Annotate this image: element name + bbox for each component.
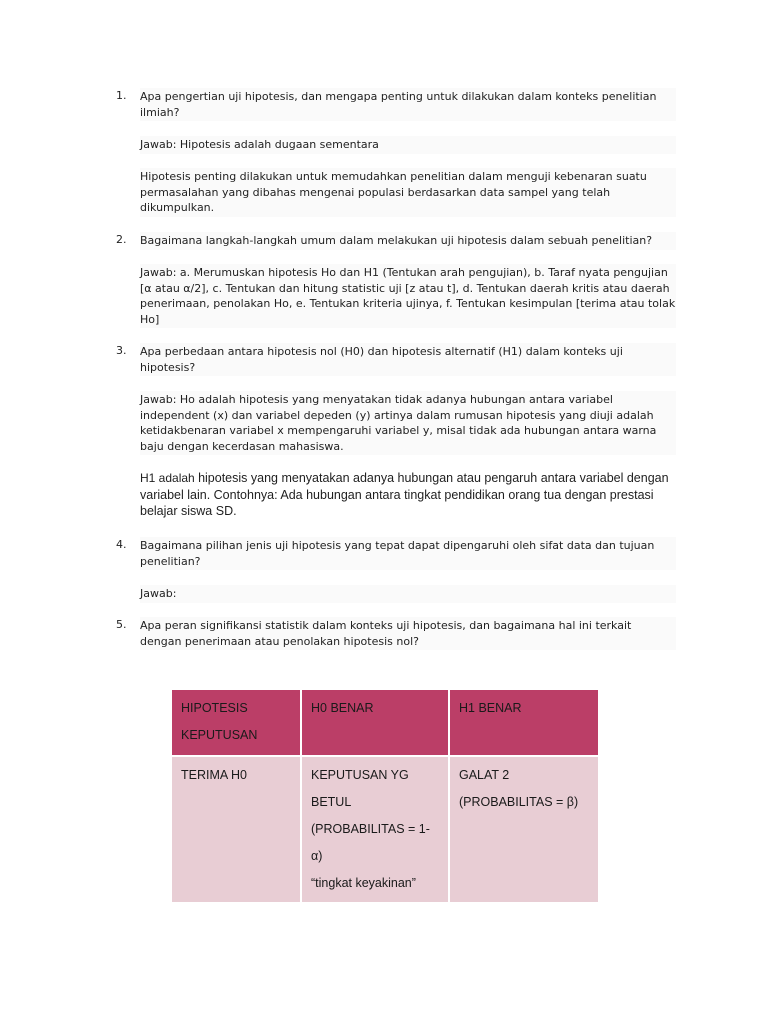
question-number: 3.: [116, 344, 127, 357]
answer-4: Jawab:: [140, 585, 676, 603]
cell-text: KEPUTUSAN YG BETUL: [311, 768, 409, 809]
answer-2: Jawab: a. Merumuskan hipotesis Ho dan H1 (Tentukan arah pengujian), b. Taraf nyata pengujian [α atau α/2], c. Tentukan dan hitung statistic uji [z atau t], d. Tentukan daerah kritis atau daerah penerimaan, penolakan Ho, e. Tentukan kriteria ujinya, f. Tentukan kesimpulan [terima atau tolak Ho]: [140, 264, 676, 328]
table-header-cell: [302, 690, 448, 755]
table-cell: [172, 757, 300, 902]
cell-text: (PROBABILITAS = β): [459, 795, 579, 809]
table-cell: [450, 757, 598, 902]
answer-1a: Jawab: Hipotesis adalah dugaan sementara: [140, 136, 676, 154]
question-1: [116, 88, 676, 121]
question-3: [116, 343, 676, 376]
question-text: Bagaimana pilihan jenis uji hipotesis yang tepat dapat dipengaruhi oleh sifat data dan tujuan penelitian?: [140, 537, 676, 570]
header-label: H1 BENAR: [459, 701, 522, 715]
table-header-row: [172, 690, 598, 755]
cell-text: (PROBABILITAS = 1-α): [311, 822, 430, 863]
cell-text: “tingkat keyakinan”: [311, 876, 416, 890]
table-header-cell: [172, 690, 300, 755]
h1-definition: hipotesis yang menyatakan adanya hubungan atau pengaruh antara variabel dengan variabel lain. Contohnya: Ada hubungan antara tingkat pendidikan orang tua dengan prestasi belajar siswa SD.: [140, 471, 669, 518]
question-number: 5.: [116, 618, 127, 631]
answer-3: Jawab: Ho adalah hipotesis yang menyatakan tidak adanya hubungan antara variabel independent (x) dan variabel depeden (y) artinya dalam rumusan hipotesis yang diuji adalah ketidakbenaran variabel x mempengaruhi variabel y, misal tidak ada hubungan antara warna baju dengan kecerdasan mahasiswa.: [140, 391, 676, 455]
table-header-cell: [450, 690, 598, 755]
cell-text: TERIMA H0: [181, 768, 247, 782]
question-text: Apa pengertian uji hipotesis, dan mengapa penting untuk dilakukan dalam konteks penelitian ilmiah?: [140, 88, 676, 121]
table-row: [172, 757, 598, 902]
answer-1b: Hipotesis penting dilakukan untuk memudahkan penelitian dalam menguji kebenaran suatu permasalahan yang dibahas mengenai populasi berdasarkan data sampel yang telah dikumpulkan.: [140, 168, 676, 217]
question-text: Bagaimana langkah-langkah umum dalam melakukan uji hipotesis dalam sebuah penelitian?: [140, 232, 676, 250]
answer-3-h1: [140, 469, 676, 521]
question-4: [116, 537, 676, 570]
table-cell: [302, 757, 448, 902]
header-label: HIPOTESIS: [181, 701, 248, 715]
cell-text: GALAT 2: [459, 768, 510, 782]
h1-prefix: H1 adalah: [140, 471, 195, 485]
question-number: 1.: [116, 89, 127, 102]
question-number: 2.: [116, 233, 127, 246]
question-text: Apa peran signifikansi statistik dalam konteks uji hipotesis, dan bagaimana hal ini terkait dengan penerimaan atau penolakan hipotesis nol?: [140, 617, 676, 650]
header-label: H0 BENAR: [311, 701, 374, 715]
question-text: Apa perbedaan antara hipotesis nol (H0) dan hipotesis alternatif (H1) dalam konteks uji hipotesis?: [140, 343, 676, 376]
question-number: 4.: [116, 538, 127, 551]
header-label: KEPUTUSAN: [181, 728, 258, 742]
question-5: [116, 617, 676, 650]
question-2: [116, 232, 676, 250]
hypothesis-decision-table: [170, 688, 600, 904]
